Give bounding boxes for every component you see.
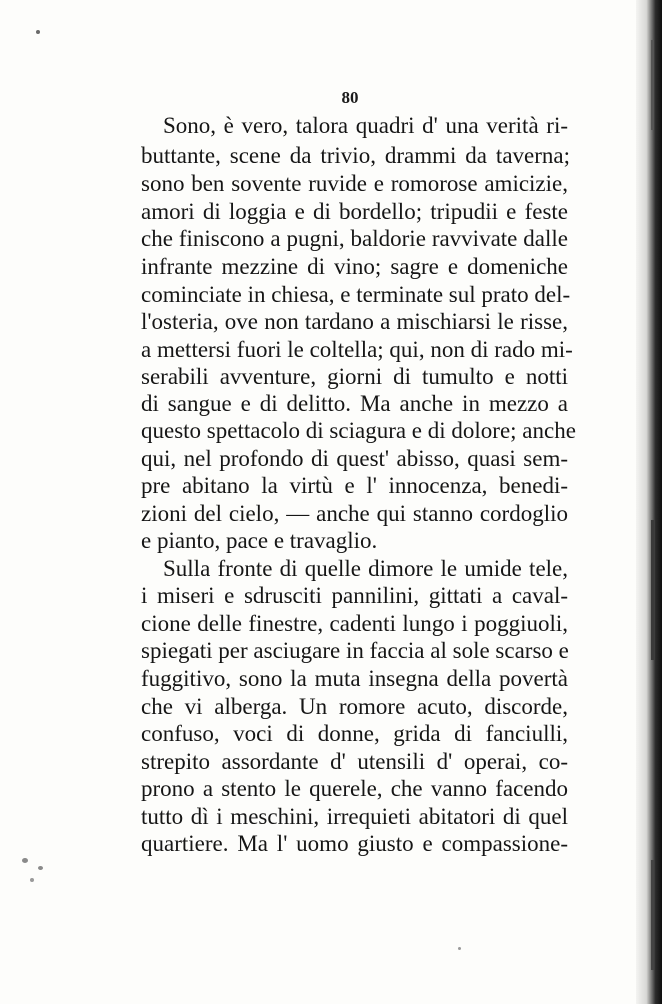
- paper-speck: [36, 30, 40, 34]
- text-line: qui, nel profondo di quest' abisso, quasi sem-: [141, 446, 568, 471]
- text-line: pre abitano la virtù e l' innocenza, benedi-: [141, 473, 568, 498]
- paper-speck: [30, 878, 34, 882]
- paper-speck: [38, 866, 43, 870]
- edge-streak: [651, 40, 654, 130]
- text-line: e pianto, pace e travaglio.: [141, 528, 378, 553]
- text-line: cominciate in chiesa, e terminate sul prato del-: [141, 282, 571, 307]
- text-line: buttante, scene da trivio, drammi da taverna;: [141, 143, 570, 168]
- text-line: l'osteria, ove non tardano a mischiarsi le risse,: [141, 309, 568, 334]
- edge-streak: [651, 860, 654, 970]
- text-line: sono ben sovente ruvide e romorose amicizie,: [141, 171, 568, 196]
- text-line: Sulla fronte di quelle dimore le umide tele,: [163, 556, 568, 581]
- text-line: confuso, voci di donne, grida di fanciulli,: [141, 721, 568, 746]
- text-line: cione delle finestre, cadenti lungo i poggiuoli,: [141, 611, 568, 636]
- page-number: 80: [341, 88, 359, 107]
- text-line: Sono, è vero, talora quadri d' una verità ri-: [163, 113, 568, 138]
- text-line: i miseri e sdrusciti pannilini, gittati a caval-: [141, 583, 568, 608]
- page-edge-shadow: [636, 0, 662, 1004]
- text-line: che vi alberga. Un romore acuto, discorde,: [141, 694, 568, 719]
- text-line: che finiscono a pugni, baldorie ravvivate dalle: [141, 226, 568, 251]
- text-line: prono a stento le querele, che vanno facendo: [141, 776, 568, 801]
- text-line: fuggitivo, sono la muta insegna della povertà: [141, 666, 568, 691]
- text-line: di sangue e di delitto. Ma anche in mezzo a: [141, 391, 568, 416]
- text-line: a mettersi fuori le coltella; qui, non di rado mi-: [141, 337, 573, 362]
- text-line: strepito assordante d' utensili d' operai, co-: [141, 749, 568, 774]
- text-line: infrante mezzine di vino; sagre e domeniche: [141, 254, 568, 279]
- text-line: amori di loggia e di bordello; tripudii e feste: [141, 199, 568, 224]
- paper-speck: [22, 858, 28, 863]
- text-line: serabili avventure, giorni di tumulto e notti: [141, 364, 568, 389]
- text-line: tutto dì i meschini, irrequieti abitatori di quel: [141, 804, 568, 829]
- text-line: quartiere. Ma l' uomo giusto e compassione-: [141, 831, 568, 856]
- text-line: questo spettacolo di sciagura e di dolore; anche: [141, 418, 576, 443]
- text-line: spiegati per asciugare in faccia al sole scarso e: [141, 638, 569, 663]
- edge-streak: [651, 520, 654, 660]
- text-line: zioni del cielo, — anche qui stanno cordoglio: [141, 501, 568, 526]
- paper-speck: [458, 947, 461, 950]
